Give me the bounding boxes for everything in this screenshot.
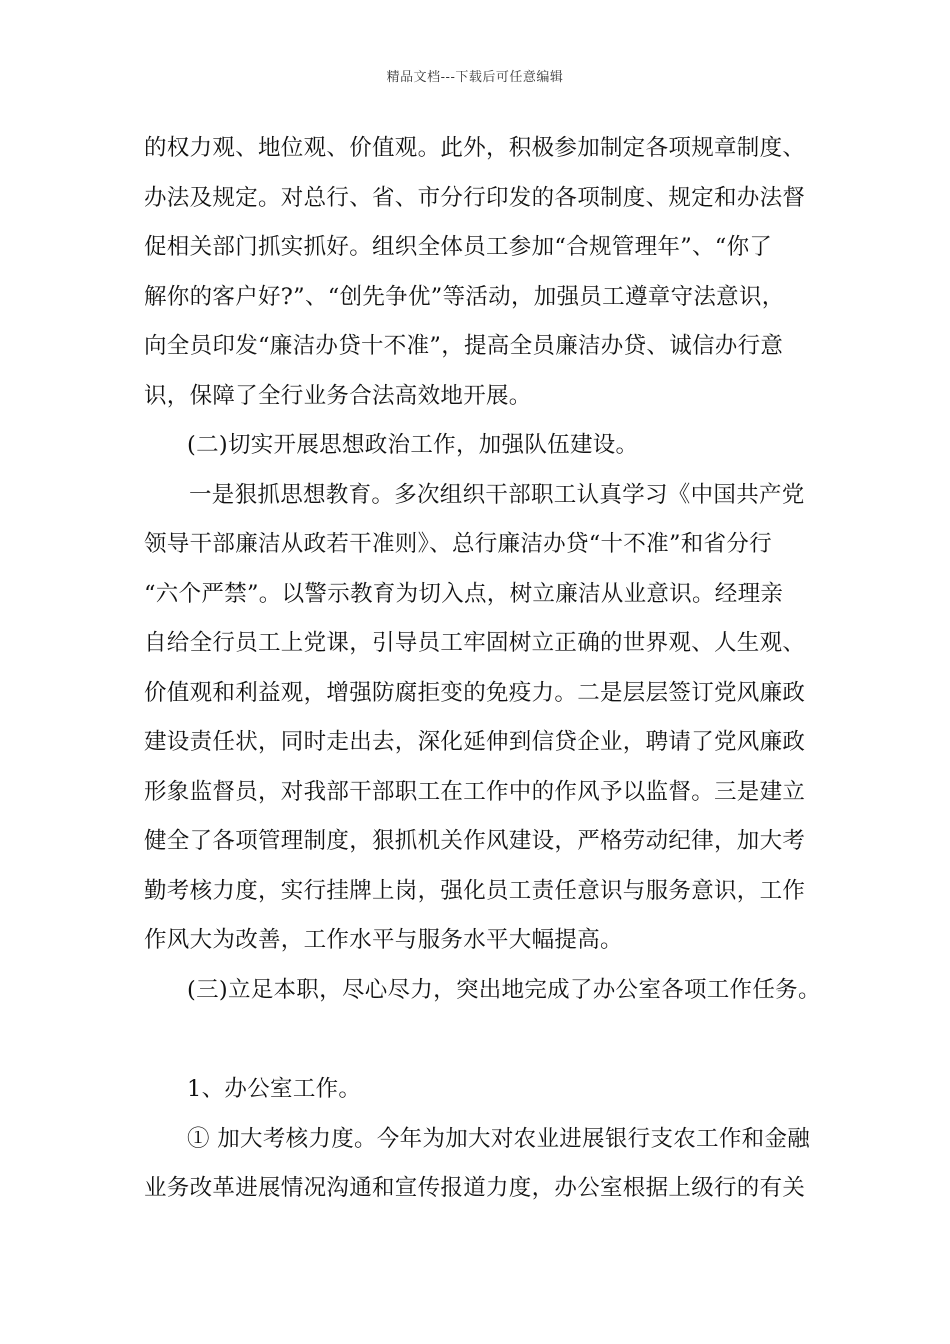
text-line: ① 加大考核力度。今年为加大对农业进展银行支农工作和金融 bbox=[187, 1125, 811, 1152]
document-body bbox=[144, 124, 821, 1214]
text-line: 领导干部廉洁从政若干准则》、总行廉洁办贷“十不准”和省分行 bbox=[144, 531, 772, 557]
text-line: 一是狠抓思想教育。多次组织干部职工认真学习《中国共产党 bbox=[189, 481, 805, 508]
text-line: 向全员印发“廉洁办贷十不准”，提高全员廉洁办贷、诚信办行意 bbox=[144, 333, 784, 359]
page-header: 精品文档---下载后可任意编辑 bbox=[386, 70, 564, 85]
text-line: 形象监督员，对我部干部职工在工作中的作风予以监督。三是建立 bbox=[144, 778, 806, 805]
text-line: 自给全行员工上党课，引导员工牢固树立正确的世界观、人生观、 bbox=[144, 630, 806, 656]
text-line: 办法及规定。对总行、省、市分行印发的各项制度、规定和办法督 bbox=[144, 184, 806, 211]
text-line: 建设责任状，同时走出去，深化延伸到信贷企业，聘请了党风廉政 bbox=[144, 729, 806, 755]
text-line: “六个严禁”。以警示教育为切入点，树立廉洁从业意识。经理亲 bbox=[144, 580, 784, 607]
subsection-heading: 1、办公室工作。 bbox=[187, 1076, 362, 1102]
text-line: 解你的客户好?”、“创先争优”等活动，加强员工遵章守法意识， bbox=[144, 283, 785, 310]
text-line: 促相关部门抓实抓好。组织全体员工参加“合规管理年”、“你了 bbox=[144, 234, 773, 260]
text-line: 价值观和利益观，增强防腐拒变的免疫力。二是层层签订党风廉政 bbox=[144, 679, 806, 706]
text-line: 识，保障了全行业务合法高效地开展。 bbox=[144, 382, 532, 409]
text-line: 的权力观、地位观、价值观。此外，积极参加制定各项规章制度、 bbox=[144, 135, 806, 161]
section-heading: (三)立足本职，尽心尽力，突出地完成了办公室各项工作任务。 bbox=[187, 976, 821, 1003]
text-line: 作风大为改善，工作水平与服务水平大幅提高。 bbox=[144, 927, 623, 953]
text-line: 健全了各项管理制度，狠抓机关作风建设，严格劳动纪律，加大考 bbox=[144, 828, 806, 854]
section-heading: (二)切实开展思想政治工作，加强队伍建设。 bbox=[187, 432, 639, 458]
text-line: 业务改革进展情况沟通和宣传报道力度，办公室根据上级行的有关 bbox=[144, 1175, 806, 1201]
paragraph-gap bbox=[144, 1015, 814, 1065]
text-line: 勤考核力度，实行挂牌上岗，强化员工责任意识与服务意识，工作 bbox=[144, 877, 806, 904]
